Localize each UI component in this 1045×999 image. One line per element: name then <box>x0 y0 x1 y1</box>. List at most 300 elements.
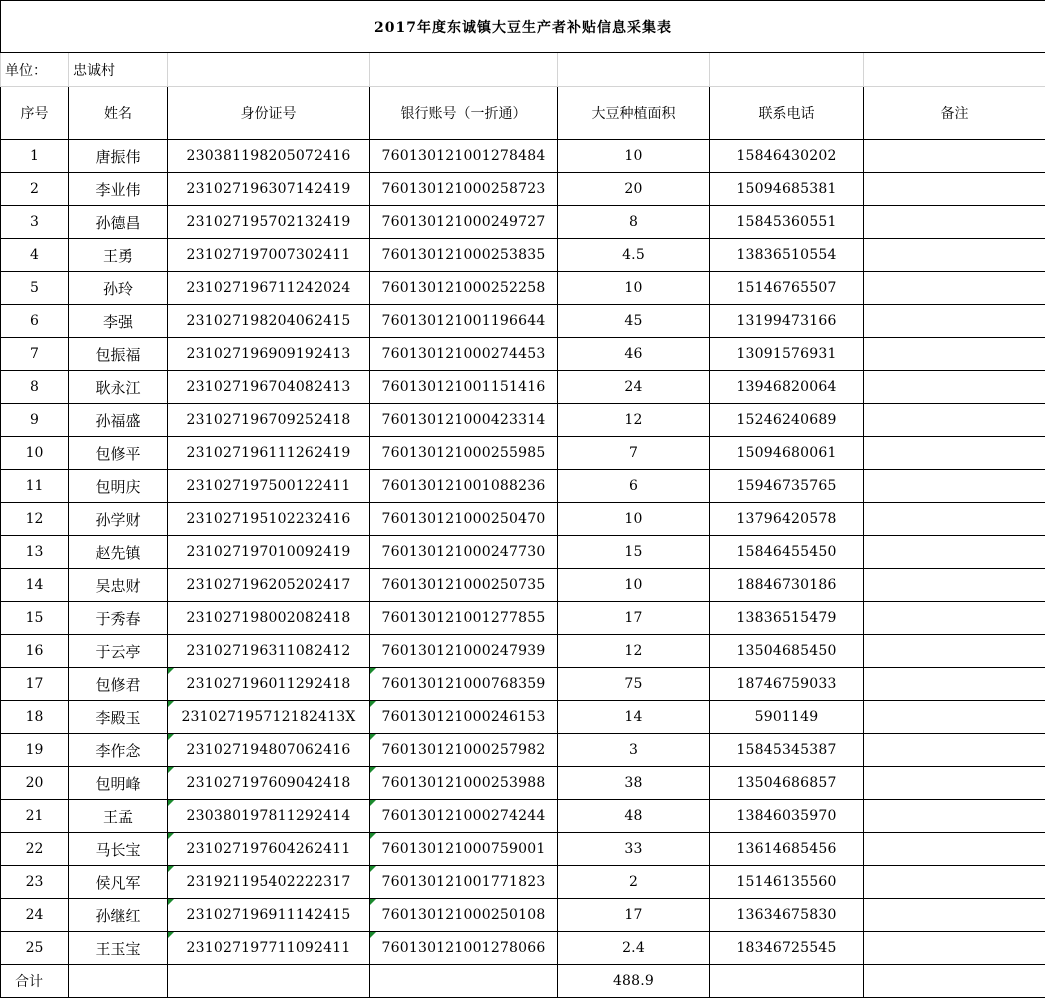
cell-soy-area[interactable] <box>558 239 710 272</box>
cell-name[interactable] <box>69 833 168 866</box>
cell-id-number[interactable] <box>168 239 370 272</box>
cell-note[interactable] <box>864 272 1045 305</box>
header-note[interactable]: 备注 <box>864 87 1045 140</box>
cell-phone[interactable] <box>710 470 864 503</box>
cell-id-number-text: 231027197604262411 <box>186 841 351 857</box>
cell-bank-account[interactable] <box>370 833 558 866</box>
cell-id-number-text: 231027198002082418 <box>186 610 351 626</box>
cell-bank-account[interactable] <box>370 404 558 437</box>
header-area[interactable]: 大豆种植面积 <box>558 87 710 140</box>
cell-phone[interactable] <box>710 602 864 635</box>
error-indicator-icon <box>370 800 376 806</box>
cell-bank-account[interactable] <box>370 635 558 668</box>
cell-soy-area-text: 14 <box>624 709 643 725</box>
table-row <box>1 371 1045 404</box>
cell-phone[interactable] <box>710 503 864 536</box>
cell-bank-account[interactable] <box>370 701 558 734</box>
cell-note[interactable] <box>864 635 1045 668</box>
cell-id-number[interactable] <box>168 371 370 404</box>
cell-no[interactable] <box>1 503 69 536</box>
cell-note[interactable] <box>864 866 1045 899</box>
cell-phone-text: 13796420578 <box>736 511 837 527</box>
cell-soy-area-text: 38 <box>624 775 643 791</box>
cell-id-number[interactable] <box>168 866 370 899</box>
cell-no[interactable] <box>1 305 69 338</box>
cell-bank-account[interactable] <box>370 173 558 206</box>
cell-phone-text: 18846730186 <box>736 577 837 593</box>
cell-no-text: 3 <box>30 214 39 230</box>
cell-note[interactable] <box>864 470 1045 503</box>
cell-soy-area[interactable] <box>558 140 710 173</box>
cell-name[interactable] <box>69 569 168 602</box>
cell-no[interactable] <box>1 668 69 701</box>
unit-value[interactable]: 忠诚村 <box>69 53 168 87</box>
cell-soy-area-text: 24 <box>624 379 643 395</box>
blank-cell[interactable] <box>558 53 710 87</box>
cell-no[interactable] <box>1 239 69 272</box>
cell-phone[interactable] <box>710 239 864 272</box>
cell-id-number-text: 231027196709252418 <box>186 412 351 428</box>
cell-note[interactable] <box>864 371 1045 404</box>
cell-phone[interactable] <box>710 734 864 767</box>
cell-phone[interactable] <box>710 701 864 734</box>
cell-id-number[interactable] <box>168 833 370 866</box>
cell-no[interactable] <box>1 602 69 635</box>
cell-no[interactable] <box>1 206 69 239</box>
cell-no[interactable] <box>1 404 69 437</box>
cell-phone[interactable] <box>710 140 864 173</box>
cell-phone[interactable] <box>710 371 864 404</box>
cell-bank-account[interactable] <box>370 734 558 767</box>
cell-id-number[interactable] <box>168 767 370 800</box>
cell-no-text: 18 <box>25 709 44 725</box>
cell-id-number[interactable] <box>168 338 370 371</box>
error-indicator-icon <box>168 800 174 806</box>
error-indicator-icon <box>370 668 376 674</box>
cell-id-number[interactable] <box>168 602 370 635</box>
cell-id-number[interactable] <box>168 206 370 239</box>
cell-id-number[interactable] <box>168 569 370 602</box>
cell-name[interactable] <box>69 503 168 536</box>
cell-note[interactable] <box>864 668 1045 701</box>
cell-id-number-text: 231027197711092411 <box>186 940 351 956</box>
blank-cell[interactable] <box>864 53 1045 87</box>
cell-note[interactable] <box>864 536 1045 569</box>
error-indicator-icon <box>168 899 174 905</box>
cell-id-number[interactable] <box>168 404 370 437</box>
cell-note[interactable] <box>864 140 1045 173</box>
cell-soy-area-text: 48 <box>624 808 643 824</box>
cell-no[interactable] <box>1 701 69 734</box>
blank-cell[interactable] <box>864 965 1045 998</box>
cell-soy-area[interactable] <box>558 602 710 635</box>
page-title[interactable]: 2017年度东诚镇大豆生产者补贴信息采集表 <box>1 1 1045 53</box>
cell-note[interactable] <box>864 503 1045 536</box>
cell-name[interactable] <box>69 206 168 239</box>
total-row <box>1 965 1045 998</box>
blank-cell[interactable] <box>168 965 370 998</box>
cell-note[interactable] <box>864 734 1045 767</box>
cell-name-text: 包振福 <box>95 345 141 364</box>
cell-soy-area[interactable] <box>558 668 710 701</box>
cell-no[interactable] <box>1 437 69 470</box>
cell-id-number[interactable] <box>168 437 370 470</box>
cell-soy-area[interactable] <box>558 767 710 800</box>
cell-id-number[interactable] <box>168 932 370 965</box>
cell-phone[interactable] <box>710 800 864 833</box>
cell-bank-account[interactable] <box>370 470 558 503</box>
cell-phone[interactable] <box>710 305 864 338</box>
error-indicator-icon <box>168 932 174 938</box>
blank-cell[interactable] <box>370 53 558 87</box>
cell-phone-text: 13836515479 <box>736 610 837 626</box>
cell-bank-account[interactable] <box>370 602 558 635</box>
cell-no-text: 11 <box>25 478 44 494</box>
cell-note[interactable] <box>864 767 1045 800</box>
cell-soy-area[interactable] <box>558 635 710 668</box>
total-area[interactable]: 488.9 <box>558 965 710 998</box>
cell-name[interactable] <box>69 305 168 338</box>
cell-id-number[interactable] <box>168 140 370 173</box>
cell-bank-account[interactable] <box>370 371 558 404</box>
cell-bank-account-text: 760130121000423314 <box>381 412 546 428</box>
blank-cell[interactable] <box>69 965 168 998</box>
cell-no[interactable] <box>1 371 69 404</box>
cell-name[interactable] <box>69 701 168 734</box>
table-row <box>1 338 1045 371</box>
cell-soy-area[interactable] <box>558 305 710 338</box>
cell-phone[interactable] <box>710 767 864 800</box>
cell-soy-area[interactable] <box>558 833 710 866</box>
cell-bank-account[interactable] <box>370 767 558 800</box>
error-indicator-icon <box>168 833 174 839</box>
cell-id-number-text: 231027195102232416 <box>186 511 351 527</box>
header-id[interactable]: 身份证号 <box>168 87 370 140</box>
cell-no-text: 6 <box>30 313 39 329</box>
table-row <box>1 866 1045 899</box>
cell-name-text: 王孟 <box>102 807 133 826</box>
cell-no[interactable] <box>1 470 69 503</box>
cell-bank-account[interactable] <box>370 206 558 239</box>
cell-bank-account[interactable] <box>370 569 558 602</box>
cell-name[interactable] <box>69 371 168 404</box>
cell-no[interactable] <box>1 272 69 305</box>
cell-soy-area[interactable] <box>558 701 710 734</box>
cell-id-number[interactable] <box>168 536 370 569</box>
cell-phone[interactable] <box>710 173 864 206</box>
cell-name[interactable] <box>69 536 168 569</box>
cell-no[interactable] <box>1 536 69 569</box>
cell-no[interactable] <box>1 833 69 866</box>
cell-bank-account[interactable] <box>370 866 558 899</box>
cell-note[interactable] <box>864 239 1045 272</box>
cell-bank-account-text: 760130121000249727 <box>381 214 546 230</box>
cell-name[interactable] <box>69 866 168 899</box>
cell-phone[interactable] <box>710 668 864 701</box>
total-label[interactable]: 合计 <box>1 965 69 998</box>
cell-bank-account-text: 760130121000255985 <box>381 445 546 461</box>
cell-note[interactable] <box>864 899 1045 932</box>
cell-phone-text: 13836510554 <box>736 247 837 263</box>
cell-name[interactable] <box>69 272 168 305</box>
cell-name-text: 马长宝 <box>95 840 141 859</box>
cell-no[interactable] <box>1 734 69 767</box>
cell-name[interactable] <box>69 932 168 965</box>
unit-label[interactable]: 单位： <box>1 53 69 87</box>
cell-name[interactable] <box>69 734 168 767</box>
error-indicator-icon <box>370 701 376 707</box>
cell-soy-area[interactable] <box>558 437 710 470</box>
blank-cell[interactable] <box>168 53 370 87</box>
header-bank[interactable]: 银行账号（一折通） <box>370 87 558 140</box>
cell-id-number[interactable] <box>168 305 370 338</box>
cell-id-number[interactable] <box>168 635 370 668</box>
cell-phone[interactable] <box>710 272 864 305</box>
cell-phone[interactable] <box>710 536 864 569</box>
cell-soy-area-text: 3 <box>628 742 639 758</box>
cell-note[interactable] <box>864 305 1045 338</box>
cell-no-text: 21 <box>25 808 44 824</box>
cell-note[interactable] <box>864 437 1045 470</box>
table-row <box>1 932 1045 965</box>
cell-phone-text: 18746759033 <box>736 676 837 692</box>
cell-bank-account-text: 760130121001277855 <box>381 610 546 626</box>
cell-soy-area-text: 10 <box>624 577 643 593</box>
cell-name-text: 王勇 <box>102 246 133 265</box>
cell-soy-area-text: 4.5 <box>622 247 645 263</box>
cell-bank-account[interactable] <box>370 899 558 932</box>
cell-bank-account[interactable] <box>370 536 558 569</box>
error-indicator-icon <box>370 932 376 938</box>
header-phone[interactable]: 联系电话 <box>710 87 864 140</box>
cell-id-number[interactable] <box>168 701 370 734</box>
cell-id-number[interactable] <box>168 272 370 305</box>
cell-id-number-text: 231027197500122411 <box>186 478 351 494</box>
cell-id-number-text: 231027196011292418 <box>186 676 351 692</box>
cell-bank-account-text: 760130121000250735 <box>381 577 546 593</box>
cell-note[interactable] <box>864 833 1045 866</box>
cell-no-text: 2 <box>30 181 39 197</box>
cell-note[interactable] <box>864 338 1045 371</box>
cell-id-number-text: 231027197609042418 <box>186 775 351 791</box>
cell-name[interactable] <box>69 899 168 932</box>
cell-note[interactable] <box>864 404 1045 437</box>
cell-phone[interactable] <box>710 866 864 899</box>
cell-id-number-text: 231027196311082412 <box>186 643 351 659</box>
table-row <box>1 602 1045 635</box>
cell-no-text: 7 <box>30 346 39 362</box>
cell-no[interactable] <box>1 800 69 833</box>
blank-cell[interactable] <box>710 53 864 87</box>
cell-name[interactable] <box>69 800 168 833</box>
cell-id-number-text: 231027196711242024 <box>186 280 351 296</box>
cell-id-number-text: 231027196307142419 <box>186 181 351 197</box>
cell-no[interactable] <box>1 635 69 668</box>
cell-phone[interactable] <box>710 569 864 602</box>
cell-phone[interactable] <box>710 635 864 668</box>
cell-phone-text: 13614685456 <box>736 841 837 857</box>
cell-name-text: 包明峰 <box>95 774 141 793</box>
cell-name[interactable] <box>69 404 168 437</box>
cell-no-text: 13 <box>25 544 44 560</box>
cell-soy-area[interactable] <box>558 173 710 206</box>
error-indicator-icon <box>370 899 376 905</box>
cell-soy-area[interactable] <box>558 800 710 833</box>
cell-name-text: 李作念 <box>95 741 141 760</box>
error-indicator-icon <box>168 866 174 872</box>
cell-bank-account[interactable] <box>370 140 558 173</box>
cell-no[interactable] <box>1 173 69 206</box>
cell-soy-area[interactable] <box>558 569 710 602</box>
cell-soy-area-text: 33 <box>624 841 643 857</box>
cell-no[interactable] <box>1 866 69 899</box>
cell-no[interactable] <box>1 140 69 173</box>
cell-no[interactable] <box>1 932 69 965</box>
cell-name[interactable] <box>69 602 168 635</box>
cell-note[interactable] <box>864 173 1045 206</box>
table-row <box>1 569 1045 602</box>
cell-bank-account[interactable] <box>370 272 558 305</box>
cell-name[interactable] <box>69 470 168 503</box>
cell-name-text: 王玉宝 <box>95 939 141 958</box>
cell-bank-account-text: 760130121001278484 <box>381 148 546 164</box>
cell-id-number[interactable] <box>168 899 370 932</box>
cell-no-text: 5 <box>30 280 39 296</box>
cell-no[interactable] <box>1 569 69 602</box>
cell-phone[interactable] <box>710 404 864 437</box>
blank-cell[interactable] <box>370 965 558 998</box>
cell-id-number[interactable] <box>168 800 370 833</box>
cell-no[interactable] <box>1 767 69 800</box>
cell-name[interactable] <box>69 140 168 173</box>
table-row <box>1 635 1045 668</box>
cell-bank-account[interactable] <box>370 437 558 470</box>
cell-soy-area[interactable] <box>558 932 710 965</box>
cell-bank-account-text: 760130121000274244 <box>381 808 546 824</box>
cell-phone-text: 13634675830 <box>736 907 837 923</box>
cell-soy-area[interactable] <box>558 536 710 569</box>
cell-no-text: 15 <box>25 610 44 626</box>
cell-id-number-text: 231027194807062416 <box>186 742 351 758</box>
cell-name-text: 包修君 <box>95 675 141 694</box>
cell-note[interactable] <box>864 569 1045 602</box>
cell-bank-account[interactable] <box>370 305 558 338</box>
cell-id-number[interactable] <box>168 173 370 206</box>
cell-soy-area[interactable] <box>558 206 710 239</box>
cell-no-text: 1 <box>30 148 39 164</box>
cell-name-text: 包明庆 <box>95 477 141 496</box>
cell-no-text: 24 <box>25 907 44 923</box>
cell-name[interactable] <box>69 635 168 668</box>
cell-id-number[interactable] <box>168 470 370 503</box>
cell-soy-area[interactable] <box>558 866 710 899</box>
cell-id-number[interactable] <box>168 734 370 767</box>
cell-bank-account-text: 760130121000246153 <box>381 709 546 725</box>
cell-soy-area-text: 46 <box>624 346 643 362</box>
cell-bank-account-text: 760130121000768359 <box>381 676 546 692</box>
cell-soy-area[interactable] <box>558 338 710 371</box>
cell-bank-account[interactable] <box>370 668 558 701</box>
cell-bank-account[interactable] <box>370 503 558 536</box>
cell-name[interactable] <box>69 437 168 470</box>
cell-phone[interactable] <box>710 899 864 932</box>
blank-cell[interactable] <box>710 965 864 998</box>
table-row <box>1 536 1045 569</box>
cell-note[interactable] <box>864 800 1045 833</box>
cell-no-text: 20 <box>25 775 44 791</box>
table-row <box>1 206 1045 239</box>
cell-no[interactable] <box>1 338 69 371</box>
cell-bank-account-text: 760130121000247939 <box>381 643 546 659</box>
cell-soy-area-text: 15 <box>624 544 643 560</box>
cell-note[interactable] <box>864 932 1045 965</box>
cell-note[interactable] <box>864 602 1045 635</box>
cell-name-text: 于云亭 <box>95 642 141 661</box>
cell-id-number[interactable] <box>168 668 370 701</box>
cell-soy-area[interactable] <box>558 503 710 536</box>
cell-name-text: 吴忠财 <box>95 576 141 595</box>
cell-bank-account[interactable] <box>370 239 558 272</box>
cell-no-text: 12 <box>25 511 44 527</box>
cell-name[interactable] <box>69 338 168 371</box>
cell-soy-area[interactable] <box>558 371 710 404</box>
cell-bank-account[interactable] <box>370 800 558 833</box>
cell-phone[interactable] <box>710 338 864 371</box>
cell-phone[interactable] <box>710 437 864 470</box>
cell-note[interactable] <box>864 206 1045 239</box>
header-no[interactable]: 序号 <box>1 87 69 140</box>
cell-name[interactable] <box>69 668 168 701</box>
cell-name-text: 孙玲 <box>102 279 133 298</box>
cell-phone-text: 15946735765 <box>736 478 837 494</box>
cell-soy-area[interactable] <box>558 404 710 437</box>
cell-bank-account-text: 760130121000274453 <box>381 346 546 362</box>
cell-phone[interactable] <box>710 833 864 866</box>
cell-bank-account-text: 760130121001088236 <box>381 478 546 494</box>
cell-soy-area-text: 7 <box>628 445 639 461</box>
header-name[interactable]: 姓名 <box>69 87 168 140</box>
cell-soy-area[interactable] <box>558 899 710 932</box>
cell-soy-area[interactable] <box>558 734 710 767</box>
cell-soy-area[interactable] <box>558 272 710 305</box>
cell-phone-text: 13091576931 <box>736 346 837 362</box>
cell-id-number[interactable] <box>168 503 370 536</box>
cell-bank-account-text: 760130121000257982 <box>381 742 546 758</box>
cell-name[interactable] <box>69 173 168 206</box>
cell-no-text: 19 <box>25 742 44 758</box>
cell-name-text: 孙福盛 <box>95 411 141 430</box>
cell-soy-area-text: 17 <box>624 907 643 923</box>
cell-phone-text: 5901149 <box>754 709 819 725</box>
cell-bank-account[interactable] <box>370 338 558 371</box>
table-row <box>1 437 1045 470</box>
cell-note[interactable] <box>864 701 1045 734</box>
cell-soy-area-text: 10 <box>624 511 643 527</box>
cell-phone[interactable] <box>710 932 864 965</box>
cell-no-text: 23 <box>25 874 44 890</box>
cell-soy-area-text: 45 <box>624 313 643 329</box>
cell-bank-account[interactable] <box>370 932 558 965</box>
header-row <box>1 87 1045 140</box>
cell-name[interactable] <box>69 767 168 800</box>
cell-soy-area[interactable] <box>558 470 710 503</box>
cell-name[interactable] <box>69 239 168 272</box>
table-row <box>1 668 1045 701</box>
cell-bank-account-text: 760130121000247730 <box>381 544 546 560</box>
cell-phone[interactable] <box>710 206 864 239</box>
cell-bank-account-text: 760130121000759001 <box>381 841 546 857</box>
cell-no[interactable] <box>1 899 69 932</box>
